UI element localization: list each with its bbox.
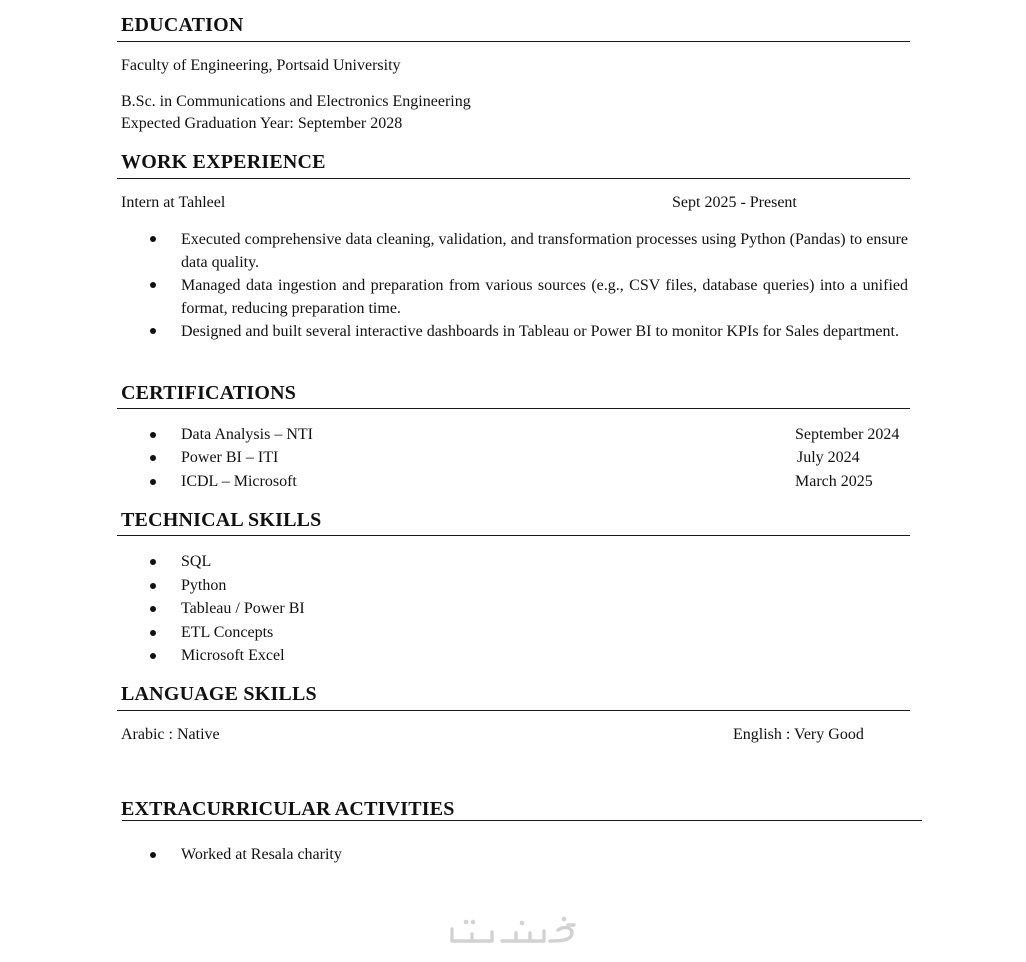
skill-item: Tableau / Power BI [181, 600, 305, 617]
skill-item: Microsoft Excel [181, 647, 285, 664]
work-period: Sept 2025 - Present [672, 194, 797, 211]
skill-bullet-dot [150, 653, 156, 659]
skill-bullet-dot [150, 630, 156, 636]
skill-item: Python [181, 577, 227, 594]
language-skills-heading: LANGUAGE SKILLS [121, 683, 317, 705]
education-heading: EDUCATION [121, 14, 244, 36]
cert-date-1: September 2024 [795, 426, 900, 443]
cert-name-1: Data Analysis – NTI [181, 426, 313, 443]
work-role: Intern at Tahleel [121, 194, 226, 211]
activity-bullet-dot [150, 852, 156, 858]
khamsat-watermark-logo [440, 905, 585, 955]
work-bullet-dot [150, 328, 156, 334]
certifications-divider [117, 408, 910, 409]
cert-date-3: March 2025 [795, 473, 873, 490]
work-experience-divider [117, 178, 910, 179]
skill-bullet-dot [150, 583, 156, 589]
cert-name-2: Power BI – ITI [181, 449, 279, 466]
skill-bullet-dot [150, 559, 156, 565]
work-bullet-dot [150, 236, 156, 242]
work-experience-heading: WORK EXPERIENCE [121, 151, 326, 173]
education-faculty: Faculty of Engineering, Portsaid University [121, 57, 401, 74]
cert-bullet-dot [150, 479, 156, 485]
cert-bullet-dot [150, 432, 156, 438]
cert-name-3: ICDL – Microsoft [181, 473, 297, 490]
extracurricular-heading: EXTRACURRICULAR ACTIVITIES [121, 798, 455, 820]
language-skills-divider [117, 710, 910, 711]
language-arabic: Arabic : Native [121, 726, 220, 743]
cert-date-2: July 2024 [797, 449, 860, 466]
education-divider [117, 41, 910, 42]
work-bullet-dot [150, 282, 156, 288]
skill-bullet-dot [150, 606, 156, 612]
work-bullet-3: Designed and built several interactive dashboards in Tableau or Power BI to monitor KPIs for Sales department. [181, 323, 899, 340]
work-bullet-2: Managed data ingestion and preparation from various sources (e.g., CSV files, database queries) into a unified format, reducing preparation time. [181, 277, 908, 317]
language-english: English : Very Good [733, 726, 864, 743]
work-bullet-1: Executed comprehensive data cleaning, validation, and transformation processes using Python (Pandas) to ensure data quality. [181, 231, 908, 271]
extracurricular-divider [122, 820, 922, 821]
technical-skills-heading: TECHNICAL SKILLS [121, 509, 322, 531]
certifications-heading: CERTIFICATIONS [121, 382, 297, 404]
cert-bullet-dot [150, 455, 156, 461]
technical-skills-divider [117, 535, 910, 536]
education-graduation: Expected Graduation Year: September 2028 [121, 115, 403, 132]
education-degree: B.Sc. in Communications and Electronics Engineering [121, 93, 471, 110]
skill-item: ETL Concepts [181, 624, 274, 641]
skill-item: SQL [181, 553, 212, 570]
activity-item: Worked at Resala charity [181, 846, 342, 863]
